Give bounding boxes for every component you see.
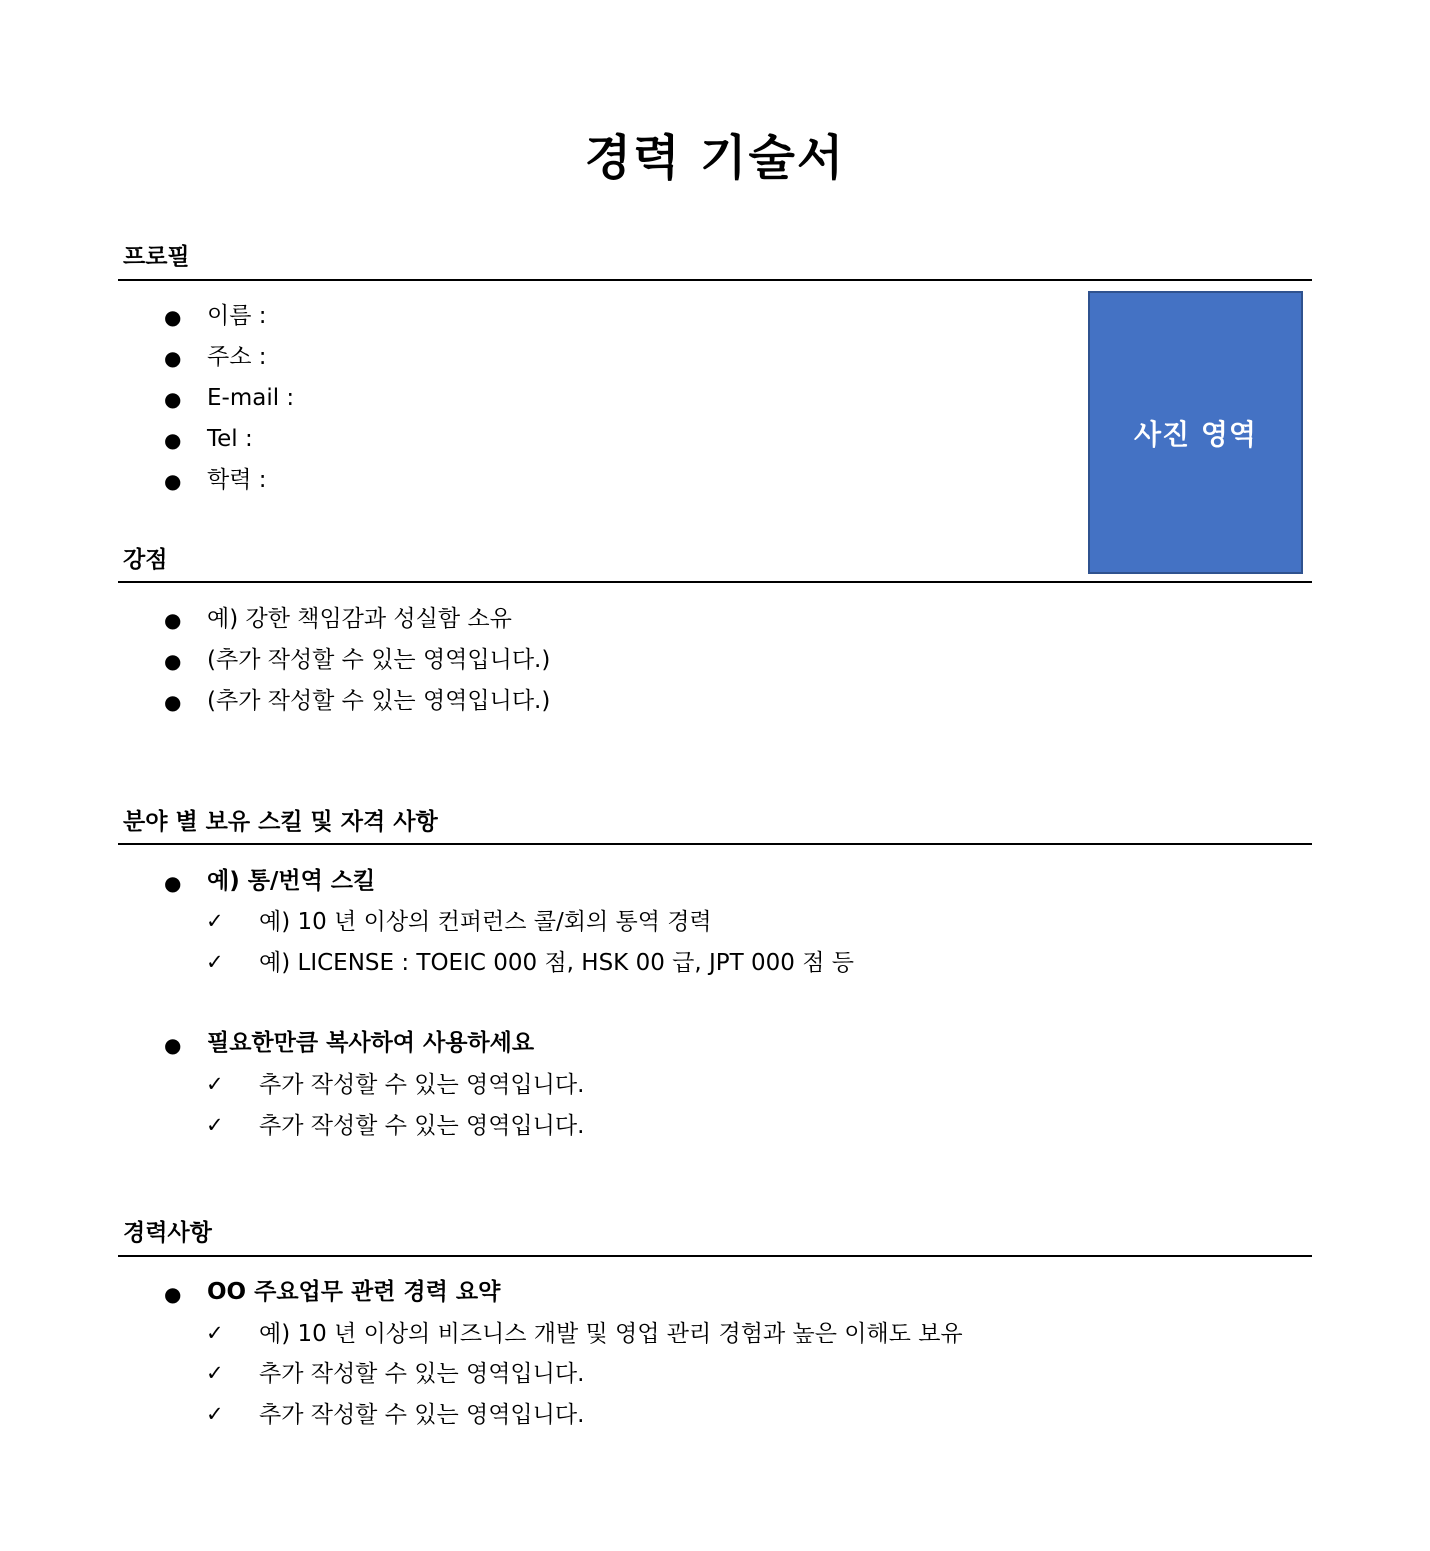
bullet-icon: ●: [164, 428, 182, 452]
skill-item: 추가 작성할 수 있는 영역입니다.: [259, 1072, 585, 1098]
strength-item: (추가 작성할 수 있는 영역입니다.): [207, 647, 551, 673]
bullet-icon: ●: [164, 469, 182, 493]
career-item: 추가 작성할 수 있는 영역입니다.: [259, 1402, 585, 1428]
check-icon: ✓: [206, 1402, 224, 1426]
career-item: 추가 작성할 수 있는 영역입니다.: [259, 1361, 585, 1387]
profile-heading: 프로필: [123, 244, 190, 270]
strength-item: (추가 작성할 수 있는 영역입니다.): [207, 688, 551, 714]
bullet-icon: ●: [164, 305, 182, 329]
bullet-icon: ●: [164, 871, 182, 895]
bullet-icon: ●: [164, 608, 182, 632]
strengths-divider: [118, 581, 1312, 583]
skill-item: 예) LICENSE : TOEIC 000 점, HSK 00 급, JPT 000 점 등: [259, 950, 854, 976]
profile-email-label: E-mail :: [207, 385, 295, 411]
skill-group-title: 필요한만큼 복사하여 사용하세요: [207, 1030, 535, 1056]
career-group-title: OO 주요업무 관련 경력 요약: [207, 1279, 501, 1305]
check-icon: ✓: [206, 1321, 224, 1345]
photo-placeholder-label: 사진 영역: [1134, 417, 1257, 451]
check-icon: ✓: [206, 1072, 224, 1096]
career-heading: 경력사항: [123, 1220, 212, 1246]
check-icon: ✓: [206, 1113, 224, 1137]
bullet-icon: ●: [164, 387, 182, 411]
check-icon: ✓: [206, 950, 224, 974]
bullet-icon: ●: [164, 346, 182, 370]
profile-education-label: 학력 :: [207, 467, 267, 493]
profile-address-label: 주소 :: [207, 344, 267, 370]
check-icon: ✓: [206, 909, 224, 933]
bullet-icon: ●: [164, 1033, 182, 1057]
bullet-icon: ●: [164, 649, 182, 673]
skill-group-title: 예) 통/번역 스킬: [207, 868, 376, 894]
career-item: 예) 10 년 이상의 비즈니스 개발 및 영업 관리 경험과 높은 이해도 보유: [259, 1321, 963, 1347]
skill-item: 예) 10 년 이상의 컨퍼런스 콜/회의 통역 경력: [259, 909, 712, 935]
skills-heading: 분야 별 보유 스킬 및 자격 사항: [123, 809, 438, 835]
strength-item: 예) 강한 책임감과 성실함 소유: [207, 606, 512, 632]
career-divider: [118, 1255, 1312, 1257]
document-title: 경력 기술서: [584, 130, 846, 186]
bullet-icon: ●: [164, 1282, 182, 1306]
profile-name-label: 이름 :: [207, 303, 267, 329]
strengths-heading: 강점: [123, 547, 168, 573]
bullet-icon: ●: [164, 690, 182, 714]
skills-divider: [118, 843, 1312, 845]
check-icon: ✓: [206, 1361, 224, 1385]
photo-placeholder[interactable]: [1088, 291, 1303, 574]
skill-item: 추가 작성할 수 있는 영역입니다.: [259, 1113, 585, 1139]
profile-tel-label: Tel :: [207, 426, 253, 452]
profile-divider: [118, 279, 1312, 281]
